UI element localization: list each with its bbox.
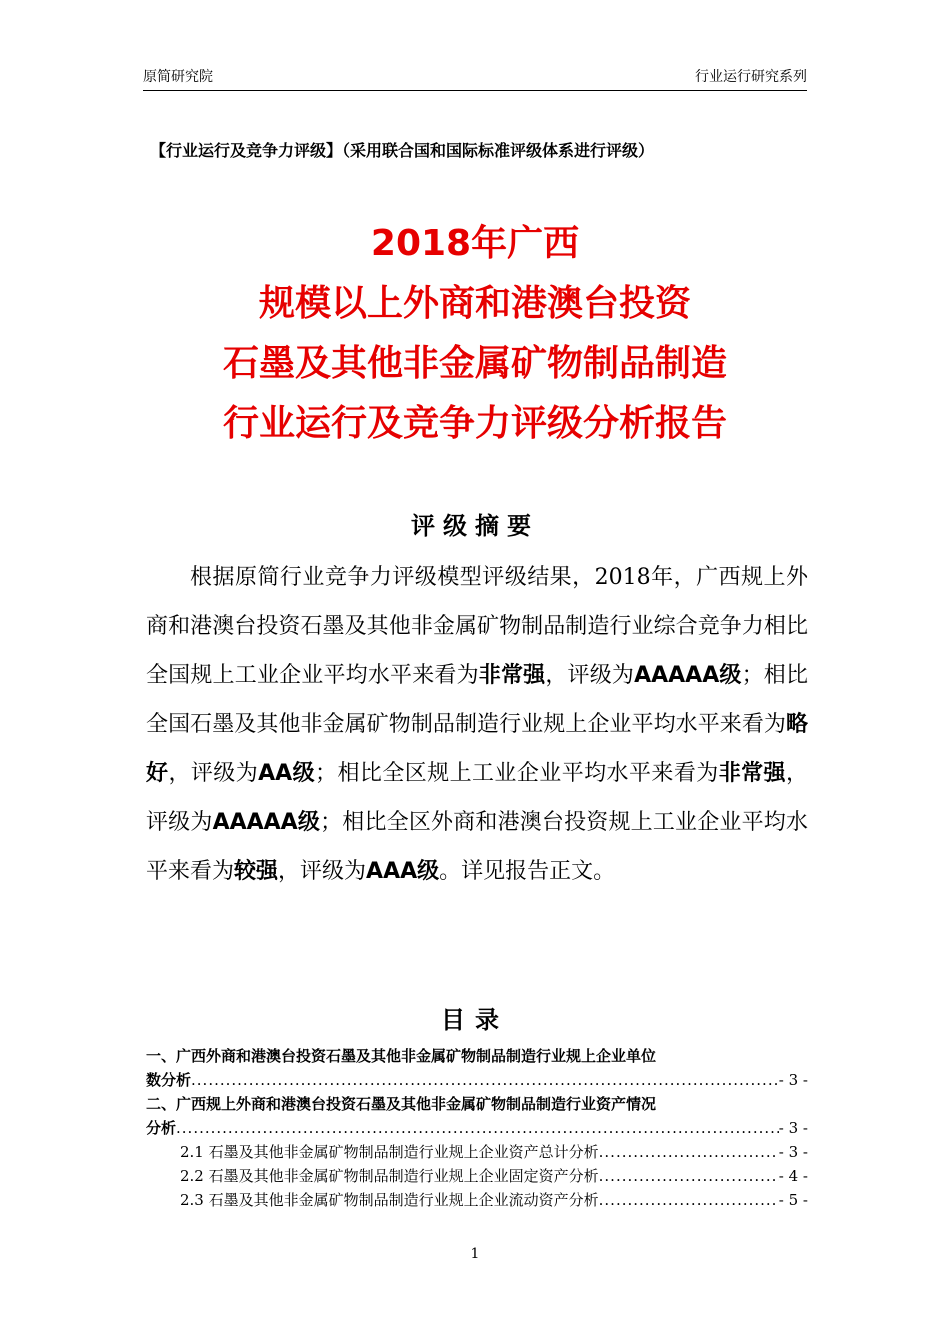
page-number: 1 [470,1246,480,1262]
header-left: 原简研究院 [143,69,213,85]
summary-bold-4: 较强 [234,859,279,884]
summary-rating-2: AA级 [258,761,316,786]
toc-leader-dots [599,1164,779,1188]
summary-text-1: 根据原简行业竞争力评级模型评级结果，2018年，广西规上外商和港澳台投资石墨及其他非金属矿物制品制造行业综合竞争力相比全国规上工业企业平均水平来看为 [146,565,808,688]
header-right: 行业运行研究系列 [695,69,807,85]
report-title [0,214,950,454]
toc-entry-1-title-cont: 数分析 [146,1071,192,1089]
toc-entry-2-2[interactable] [146,1164,808,1188]
summary-heading: 评级摘要 [411,512,539,540]
summary-text-7: ；相比全区外商和港澳台投资规上工业企业平均水平来看为 [146,810,808,884]
summary-text-8: ，评级为 [278,859,367,884]
title-line-4: 行业运行及竞争力评级分析报告 [222,403,727,444]
summary-rating-3: AAAAA级 [212,810,321,835]
summary-rating-4: AAA级 [366,859,440,884]
page-header [143,66,807,91]
toc-leader-dots [176,1116,779,1140]
summary-text-5: ；相比全区规上工业企业平均水平来看为 [315,761,719,786]
summary-text-9: 。详见报告正文。 [439,859,616,884]
title-line-2: 规模以上外商和港澳台投资 [258,283,691,324]
toc-leader-dots [599,1140,779,1164]
toc-entry-2-2-title: 2.2 石墨及其他非金属矿物制品制造行业规上企业固定资产分析 [180,1167,599,1185]
toc-entry-2-title: 二、广西规上外商和港澳台投资石墨及其他非金属矿物制品制造行业资产情况 [146,1095,657,1113]
table-of-contents [146,1044,808,1212]
summary-text-6: ，评级为 [146,761,808,835]
summary-paragraph [146,553,808,896]
summary-rating-1: AAAAA级 [634,663,742,688]
toc-entry-2-3-page: - 5 - [778,1191,808,1209]
summary-text-2: ，评级为 [545,663,635,688]
toc-entry-2-1-page: - 3 - [778,1143,808,1161]
toc-entry-2-1[interactable] [146,1140,808,1164]
toc-entry-2-3[interactable] [146,1188,808,1212]
toc-entry-2[interactable] [146,1092,808,1140]
toc-entry-1-page: - 3 - [778,1071,808,1089]
summary-bold-2: 略好 [146,712,808,786]
rating-label: 【行业运行及竞争力评级】（采用联合国和国际标准评级体系进行评级） [150,141,655,160]
summary-bold-3: 非常强 [718,761,786,786]
toc-entry-2-1-title: 2.1 石墨及其他非金属矿物制品制造行业规上企业资产总计分析 [180,1143,599,1161]
toc-heading: 目录 [441,1006,509,1034]
toc-entry-2-3-title: 2.3 石墨及其他非金属矿物制品制造行业规上企业流动资产分析 [180,1191,599,1209]
toc-entry-2-title-cont: 分析 [146,1119,177,1137]
toc-entry-1[interactable] [146,1044,808,1092]
title-line-1: 2018年广西 [370,223,580,264]
summary-text-3: ；相比全国石墨及其他非金属矿物制品制造行业规上企业平均水平来看为 [146,663,808,737]
summary-text-4: ，评级为 [168,761,259,786]
summary-bold-1: 非常强 [478,663,546,688]
toc-entry-2-2-page: - 4 - [778,1167,808,1185]
toc-entry-1-title: 一、广西外商和港澳台投资石墨及其他非金属矿物制品制造行业规上企业单位 [146,1047,657,1065]
toc-leader-dots [191,1068,779,1092]
title-line-3: 石墨及其他非金属矿物制品制造 [222,343,727,384]
toc-leader-dots [599,1188,779,1212]
toc-entry-2-page: - 3 - [778,1119,808,1137]
